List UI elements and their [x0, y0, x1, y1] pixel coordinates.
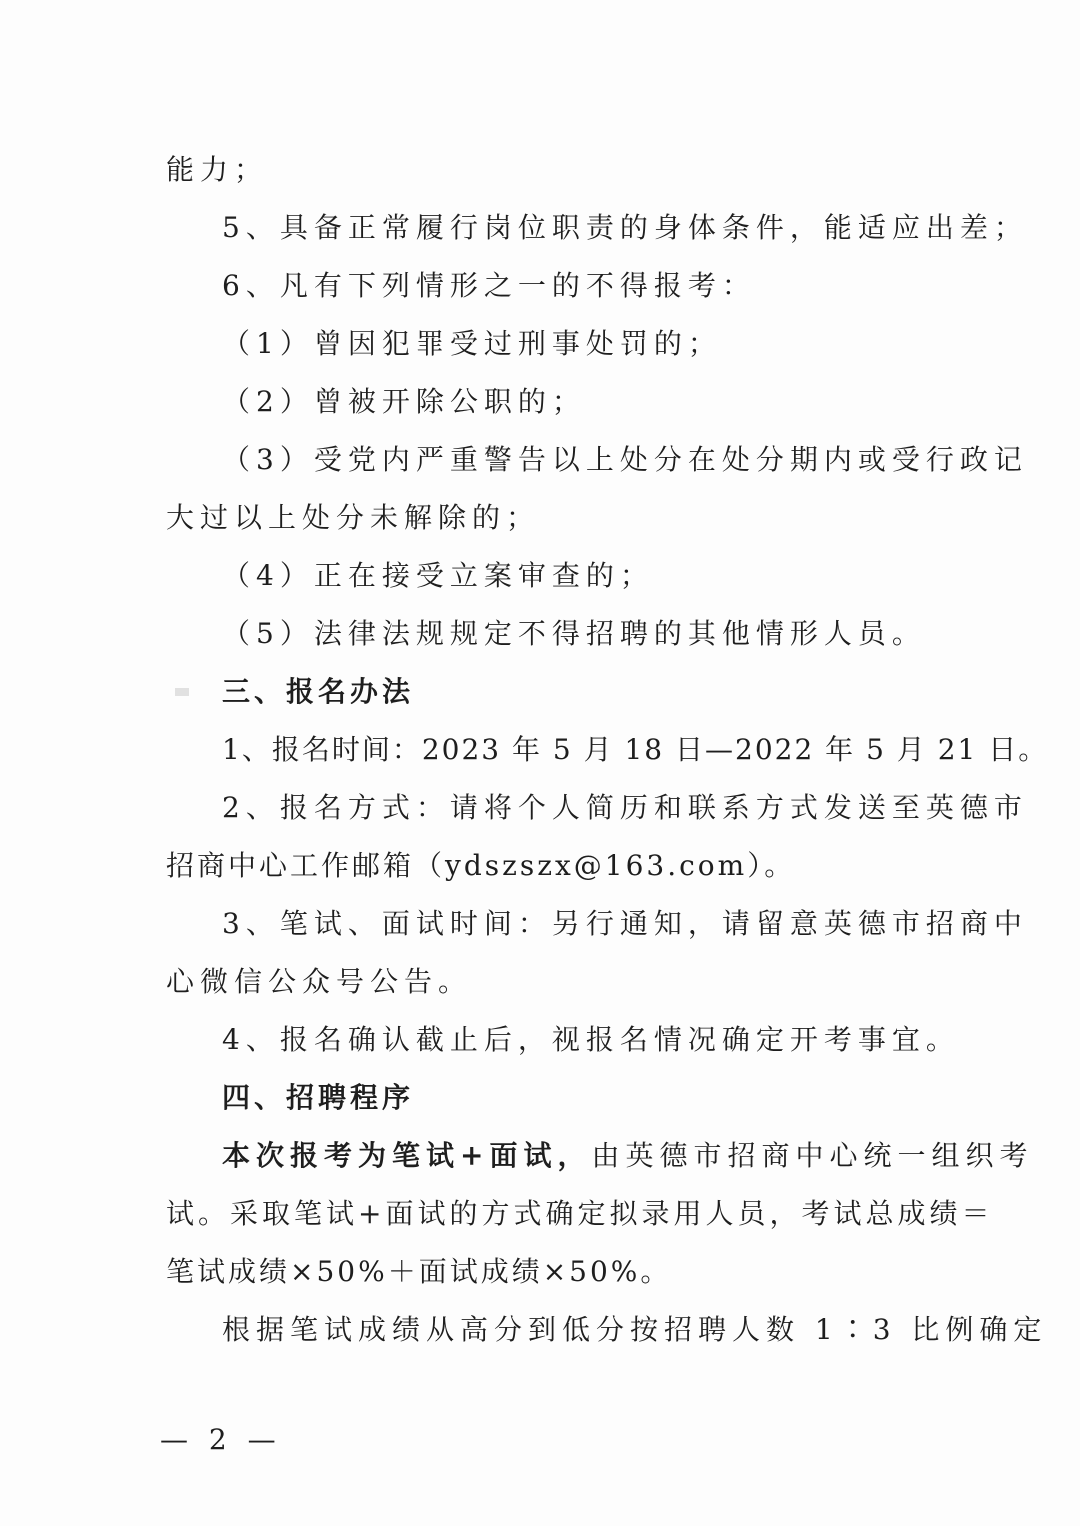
- scan-mark: [175, 688, 189, 696]
- text-line: （1）曾因犯罪受过刑事处罚的；: [222, 327, 722, 360]
- section-heading: 三、报名办法: [222, 675, 415, 708]
- text-line: 能力；: [166, 153, 269, 186]
- text-line: 招商中心工作邮箱（ydszszx@163.com）。: [166, 849, 796, 882]
- text-line: 4、报名确认截止后，视报名情况确定开考事宜。: [222, 1023, 960, 1056]
- text-line: （3）受党内严重警告以上处分在处分期内或受行政记: [222, 443, 1028, 476]
- text-line: [222, 1136, 1033, 1176]
- text-line: 1、报名时间：2023 年 5 月 18 日—2022 年 5 月 21 日。: [222, 733, 1049, 766]
- text-line: 6、凡有下列情形之一的不得报考：: [222, 269, 756, 302]
- text-line: 5、具备正常履行岗位职责的身体条件，能适应出差；: [222, 211, 1028, 244]
- section-heading: 四、招聘程序: [222, 1081, 415, 1114]
- text-line: 大过以上处分未解除的；: [166, 501, 541, 534]
- text-line: 根据笔试成绩从高分到低分按招聘人数 1∶3 比例确定: [222, 1313, 1048, 1346]
- text-line: （4）正在接受立案审查的；: [222, 559, 654, 592]
- text-line: 试。采取笔试+面试的方式确定拟录用人员，考试总成绩＝: [166, 1197, 994, 1230]
- text-line: 3、笔试、面试时间：另行通知，请留意英德市招商中: [222, 907, 1028, 940]
- page-number: — 2 —: [160, 1423, 282, 1456]
- text-line: （2）曾被开除公职的；: [222, 385, 586, 418]
- bold-lead-text: 本次报考为笔试+面试，: [222, 1139, 592, 1172]
- text-line: （5）法律法规规定不得招聘的其他情形人员。: [222, 617, 926, 650]
- text-line: 2、报名方式：请将个人简历和联系方式发送至英德市: [222, 791, 1028, 824]
- text-span: 由英德市招商中心统一组织考: [591, 1139, 1034, 1172]
- text-line: 笔试成绩×50%＋面试成绩×50%。: [166, 1255, 672, 1288]
- text-line: 心微信公众号公告。: [166, 965, 473, 998]
